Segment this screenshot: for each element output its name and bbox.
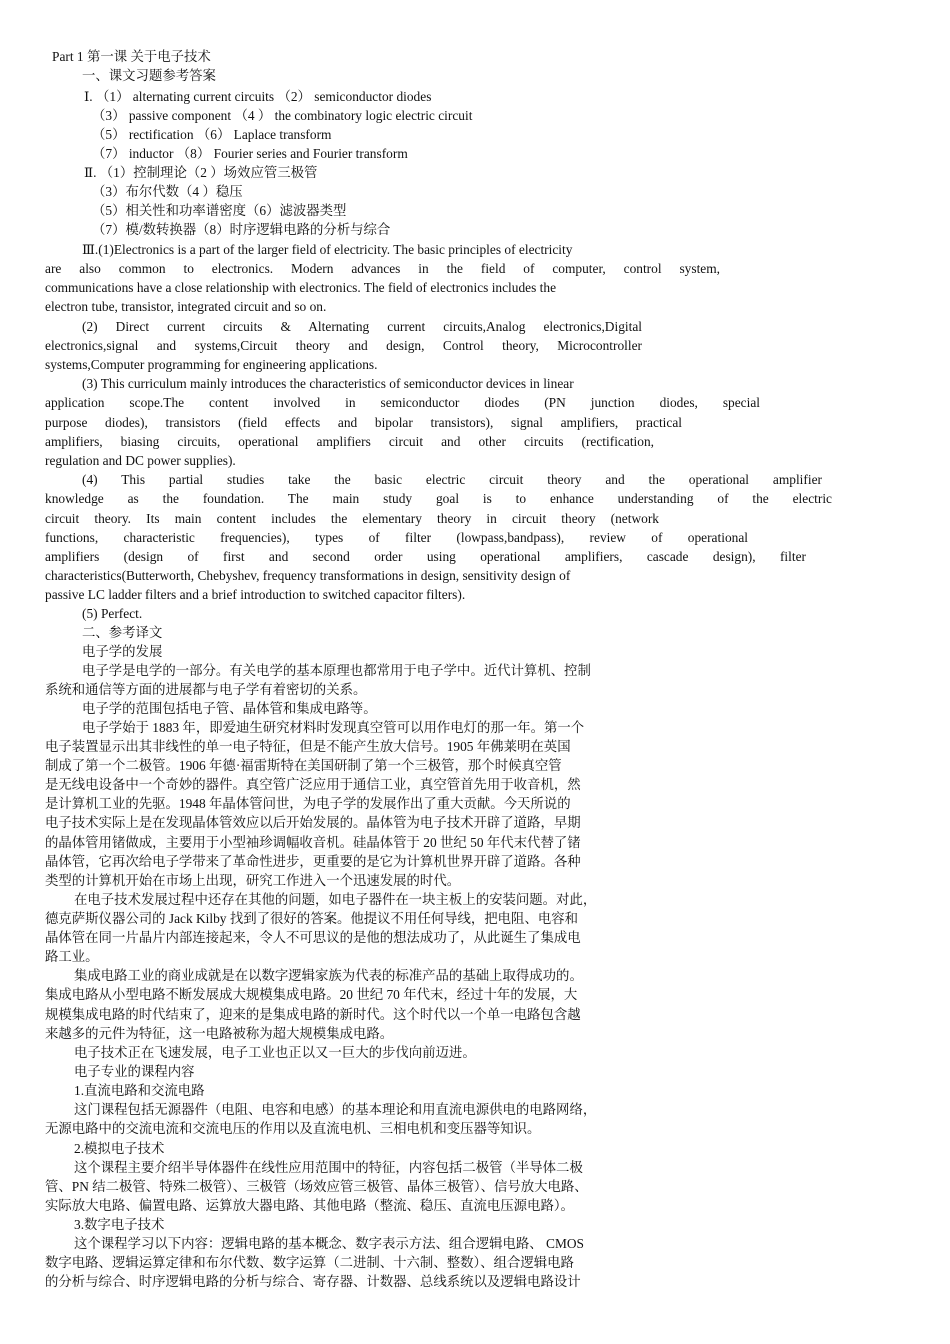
answer-II-line2: （3）布尔代数（4 ）稳压	[92, 184, 243, 199]
course3-line: 数字电路、逻辑运算定律和布尔代数、数字运算（二进制、十六制、整数）、组合逻辑电路	[45, 1255, 574, 1270]
answer-III-p3-line: application scope.The content involved in semiconductor diodes (PN junction diodes, special	[45, 395, 760, 410]
answer-III-p2-line: (2) Direct current circuits & Alternating current circuits,Analog electronics,Digital	[82, 319, 642, 334]
translation-para3-line: 晶体管，它再次给电子学带来了革命性进步，更重要的是它为计算机世界开辟了道路。各种	[45, 854, 581, 869]
course-content-title: 电子专业的课程内容	[74, 1064, 195, 1079]
course3-line: 这个课程学习以下内容：逻辑电路的基本概念、数字表示方法、组合逻辑电路、 CMOS	[74, 1236, 584, 1251]
answer-III-p2-line: systems,Computer programming for engineering applications.	[45, 357, 378, 372]
section2-heading: 二、参考译文	[82, 625, 163, 640]
translation-para1-line: 电子学是电学的一部分。有关电学的基本原理也都常用于电子学中。近代计算机、控制	[82, 663, 591, 678]
answer-III-p4-line: circuit theory. Its main content includes the elementary theory in circuit theory (network	[45, 511, 659, 526]
answer-III-p1-line: Ⅲ.(1)Electronics is a part of the larger field of electricity. The basic principles of electricity	[82, 242, 573, 257]
translation-para3-line: 电子学始于 1883 年，即爱迪生研究材料时发现真空管可以用作电灯的那一年。第一个	[82, 720, 585, 735]
course1-line: 无源电路中的交流电流和交流电压的作用以及直流电机、三相电机和变压器等知识。	[45, 1121, 541, 1136]
translation-para3-line: 的晶体管用锗做成，主要用于小型袖珍调幅收音机。硅晶体管于 20 世纪 50 年代末代替了锗	[45, 835, 581, 850]
answer-III-p1-line: electron tube, transistor, integrated circuit and so on.	[45, 299, 327, 314]
answer-I-line2: （3） passive component （4 ） the combinatory logic electric circuit	[92, 108, 473, 123]
course3-title: 3.数字电子技术	[74, 1217, 165, 1232]
section1-heading: 一、课文习题参考答案	[82, 68, 216, 83]
translation-para5-line: 集成电路从小型电路不断发展成大规模集成电路。20 世纪 70 年代末，经过十年的发展，大	[45, 987, 578, 1002]
translation-subtitle: 电子学的发展	[82, 644, 163, 659]
answer-II-line3: （5）相关性和功率谱密度（6）滤波器类型	[92, 203, 347, 218]
translation-para4-line: 德克萨斯仪器公司的 Jack Kilby 找到了很好的答案。他提议不用任何导线，把电阻、电容和	[45, 911, 579, 926]
course2-title: 2.模拟电子技术	[74, 1141, 165, 1156]
translation-para3-line: 制成了第一个二极管。1906 年德·福雷斯特在美国研制了第一个三极管，那个时候真空管	[45, 758, 562, 773]
translation-para5-line: 集成电路工业的商业成就是在以数字逻辑家族为代表的标准产品的基础上取得成功的。	[74, 968, 583, 983]
answer-III-p5: (5) Perfect.	[82, 606, 143, 621]
answer-III-p4-line: knowledge as the foundation. The main study goal is to enhance understanding of the electric	[45, 491, 832, 506]
answer-I-line4: （7） inductor （8） Fourier series and Fourier transform	[92, 146, 408, 161]
answer-II-line4: （7）模/数转换器（8）时序逻辑电路的分析与综合	[92, 222, 391, 237]
translation-para6: 电子技术正在飞速发展，电子工业也正以又一巨大的步伐向前迈进。	[74, 1045, 476, 1060]
course2-line: 实际放大电路、偏置电路、运算放大器电路、其他电路（整流、稳压、直流电压源电路）。	[45, 1198, 574, 1213]
answer-III-p4-line: passive LC ladder filters and a brief introduction to switched capacitor filters).	[45, 587, 466, 602]
course2-line: 管、PN 结二极管、特殊二极管）、三极管（场效应管三极管、晶体三极管）、信号放大电路、	[45, 1179, 588, 1194]
translation-para3-line: 类型的计算机开始在市场上出现，研究工作进入一个迅速发展的时代。	[45, 873, 461, 888]
translation-para5-line: 规模集成电路的时代结束了，迎来的是集成电路的新时代。这个时代以一个单一电路包含越	[45, 1007, 581, 1022]
translation-para5-line: 来越多的元件为特征，这一电路被称为超大规模集成电路。	[45, 1026, 394, 1041]
answer-III-p4-line: amplifiers (design of first and second order using operational amplifiers, cascade design), filter	[45, 549, 806, 564]
translation-para3-line: 是无线电设备中一个奇妙的器件。真空管广泛应用于通信工业，真空管首先用于收音机，然	[45, 777, 581, 792]
answer-III-p4-line: (4) This partial studies take the basic electric circuit theory and the operational amplifier	[82, 472, 822, 487]
translation-para3-line: 是计算机工业的先驱。1948 年晶体管问世，为电子学的发展作出了重大贡献。今天所说的	[45, 796, 571, 811]
translation-para4-line: 路工业。	[45, 949, 99, 964]
answer-III-p3-line: (3) This curriculum mainly introduces the characteristics of semiconductor devices in linear	[82, 376, 574, 391]
answer-II-line1: Ⅱ. （1）控制理论（2 ）场效应管三极管	[84, 165, 318, 180]
course3-line: 的分析与综合、时序逻辑电路的分析与综合、寄存器、计数器、总线系统以及逻辑电路设计	[45, 1274, 581, 1289]
answer-III-p4-line: characteristics(Butterworth, Chebyshev, frequency transformations in design, sensitivity design of	[45, 568, 571, 583]
answer-III-p4-line: functions, characteristic frequencies), types of filter (lowpass,bandpass), review of operational	[45, 530, 748, 545]
answer-III-p3-line: regulation and DC power supplies).	[45, 453, 236, 468]
page-title: Part 1 第一课 关于电子技术	[52, 49, 211, 64]
answer-III-p2-line: electronics,signal and systems,Circuit theory and design, Control theory, Microcontroller	[45, 338, 642, 353]
answer-III-p3-line: purpose diodes), transistors (field effects and bipolar transistors), signal amplifiers, practical	[45, 415, 682, 430]
course1-title: 1.直流电路和交流电路	[74, 1083, 205, 1098]
answer-III-p1-line: communications have a close relationship with electronics. The field of electronics includes the	[45, 280, 557, 295]
translation-para1-line: 系统和通信等方面的进展都与电子学有着密切的关系。	[45, 682, 367, 697]
translation-para2: 电子学的范围包括电子管、晶体管和集成电路等。	[82, 701, 377, 716]
translation-para4-line: 晶体管在同一片晶片内部连接起来，令人不可思议的是他的想法成功了，从此诞生了集成电	[45, 930, 581, 945]
translation-para3-line: 电子技术实际上是在发现晶体管效应以后开始发展的。晶体管为电子技术开辟了道路，早期	[45, 815, 581, 830]
answer-III-p1-line: are also common to electronics. Modern advances in the field of computer, control system,	[45, 261, 720, 276]
course1-line: 这门课程包括无源器件（电阻、电容和电感）的基本理论和用直流电源供电的电路网络，	[74, 1102, 597, 1117]
translation-para3-line: 电子装置显示出其非线性的单一电子特征，但是不能产生放大信号。1905 年佛莱明在英国	[45, 739, 571, 754]
course2-line: 这个课程主要介绍半导体器件在线性应用范围中的特征，内容包括二极管（半导体二极	[74, 1160, 583, 1175]
answer-III-p3-line: amplifiers, biasing circuits, operational amplifiers circuit and other circuits (rectification,	[45, 434, 654, 449]
translation-para4-line: 在电子技术发展过程中还存在其他的问题，如电子器件在一块主板上的安装问题。对此，	[74, 892, 597, 907]
answer-I-line1: Ⅰ. （1） alternating current circuits （2） semiconductor diodes	[84, 89, 432, 104]
answer-I-line3: （5） rectification （6） Laplace transform	[92, 127, 332, 142]
